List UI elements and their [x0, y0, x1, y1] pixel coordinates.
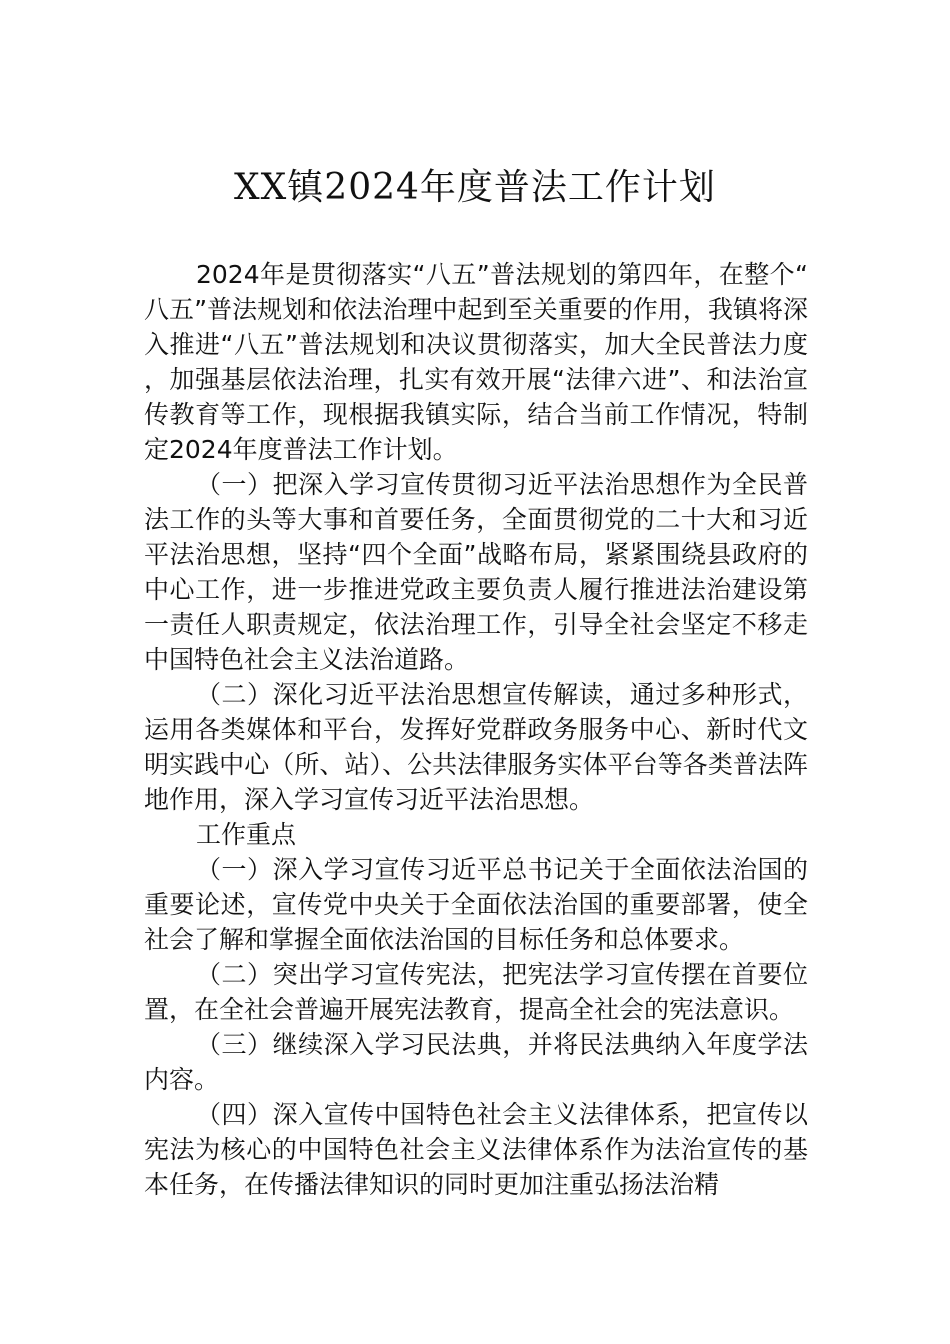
paragraph-focus-4: （四）深入宣传中国特色社会主义法律体系，把宣传以宪法为核心的中国特色社会主义法律体系作为法治宣传的基本任务，在传播法律知识的同时更加注重弘扬法治精 — [144, 1100, 808, 1199]
paragraph-item-1: （一）把深入学习宣传贯彻习近平法治思想作为全民普法工作的头等大事和首要任务，全面贯彻党的二十大和习近平法治思想，坚持“四个全面”战略布局，紧紧围绕县政府的中心工作，进一步推进党政主要负责人履行推进法治建设第一责任人职责规定，依法治理工作，引导全社会坚定不移走中国特色社会主义法治道路。 — [144, 470, 808, 674]
paragraph-focus-2: （二）突出学习宣传宪法，把宪法学习宣传摆在首要位置，在全社会普遍开展宪法教育，提高全社会的宪法意识。 — [144, 960, 808, 1024]
section-heading-work-focus: 工作重点 — [196, 820, 297, 849]
paragraph-focus-3: （三）继续深入学习民法典，并将民法典纳入年度学法内容。 — [144, 1030, 808, 1094]
document-title: XX镇2024年度普法工作计划 — [234, 167, 716, 208]
document-body — [144, 257, 808, 1202]
paragraph-intro: 2024年是贯彻落实“八五”普法规划的第四年，在整个“八五”普法规划和依法治理中起到至关重要的作用，我镇将深入推进“八五”普法规划和决议贯彻落实，加大全民普法力度，加强基层依法治理，扎实有效开展“法律六进”、和法治宣传教育等工作，现根据我镇实际，结合当前工作情况，特制定2024年度普法工作计划。 — [144, 260, 808, 464]
paragraph-item-2: （二）深化习近平法治思想宣传解读，通过多种形式，运用各类媒体和平台，发挥好党群政务服务中心、新时代文明实践中心（所、站）、公共法律服务实体平台等各类普法阵地作用，深入学习宣传习近平法治思想。 — [144, 680, 808, 814]
paragraph-focus-1: （一）深入学习宣传习近平总书记关于全面依法治国的重要论述，宣传党中央关于全面依法治国的重要部署，使全社会了解和掌握全面依法治国的目标任务和总体要求。 — [144, 855, 808, 954]
